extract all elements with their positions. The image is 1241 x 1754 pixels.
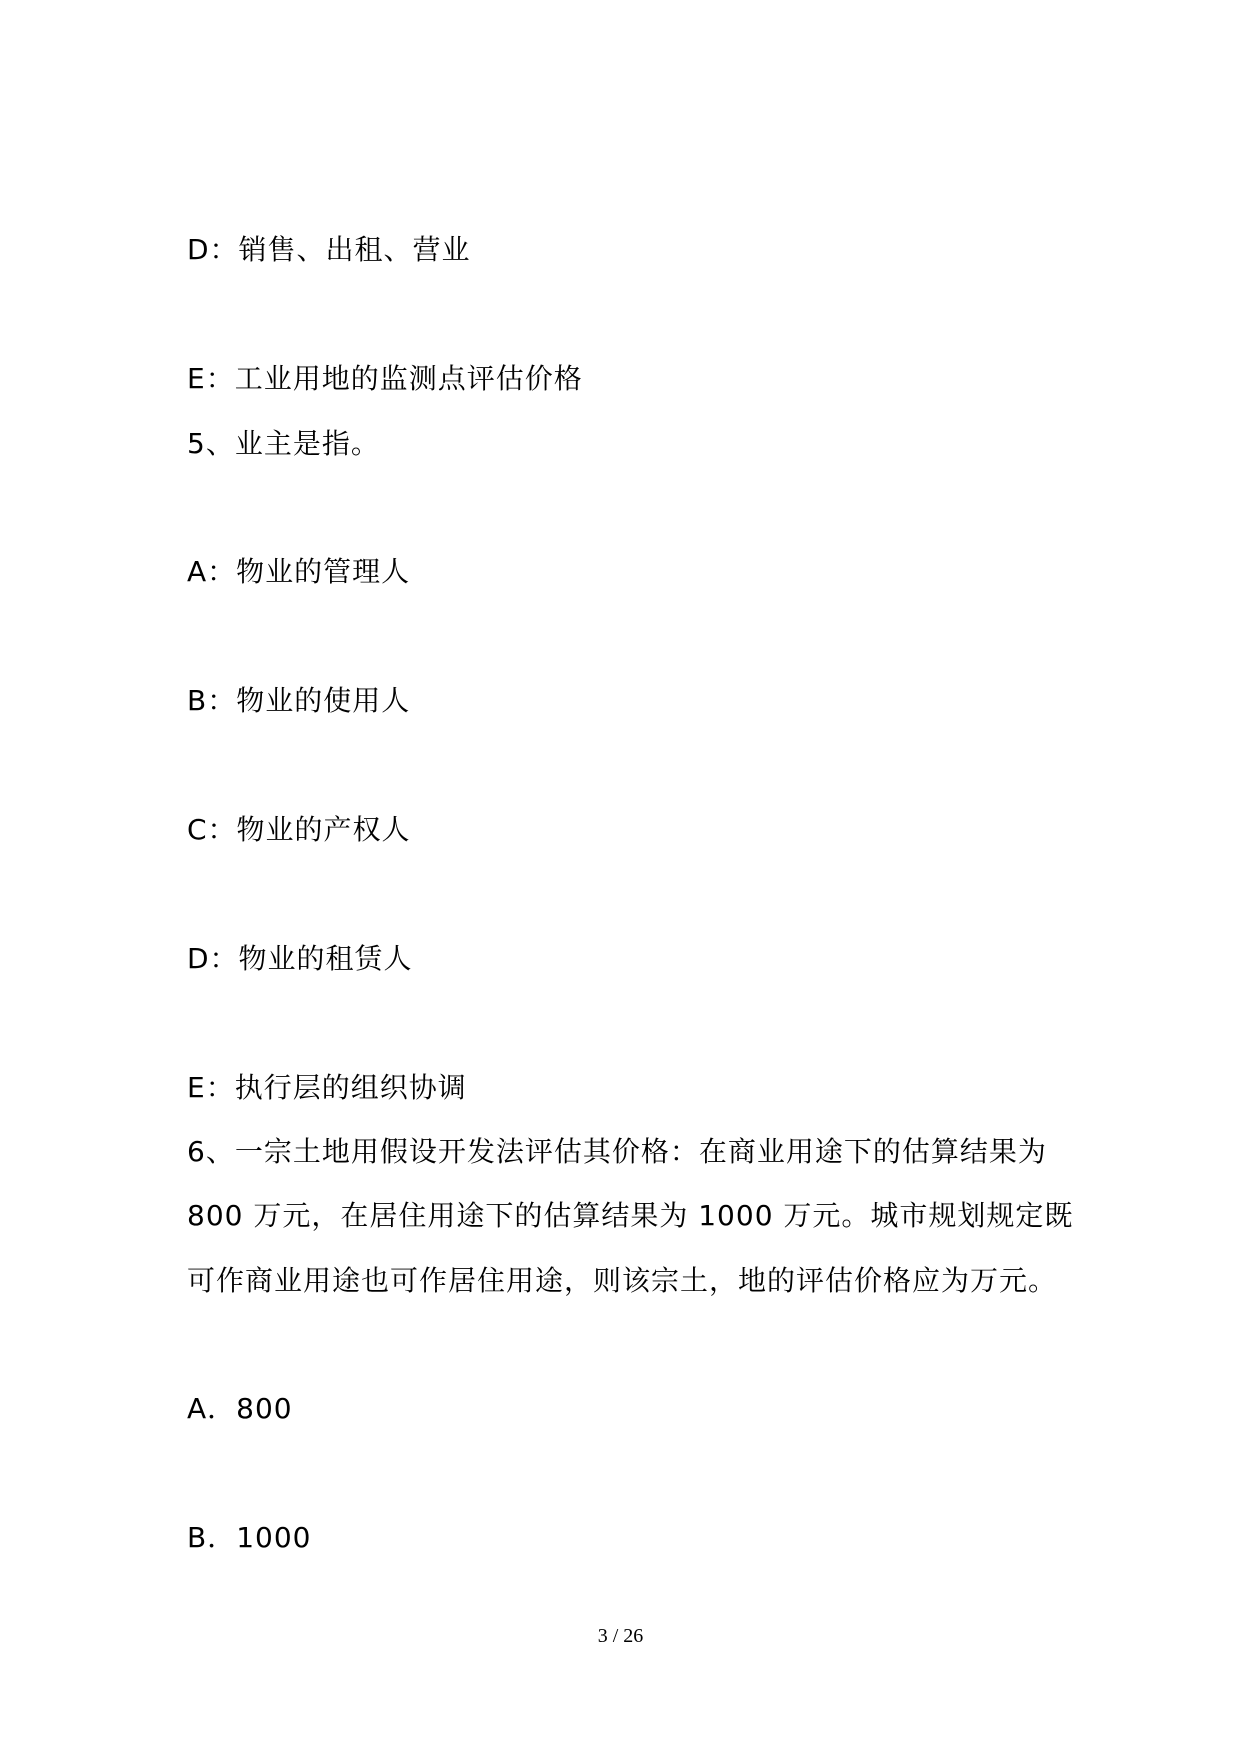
page-number: 3 / 26 <box>597 1625 644 1647</box>
option-b-q6: B．1000 <box>187 1521 312 1554</box>
option-d-q4: D：销售、出租、营业 <box>187 233 471 266</box>
option-e-q5: E：执行层的组织协调 <box>187 1071 467 1104</box>
option-e-q4: E：工业用地的监测点评估价格 <box>187 362 583 395</box>
question-6-line-3: 可作商业用途也可作居住用途，则该宗土，地的评估价格应为万元。 <box>187 1264 1058 1297</box>
option-d-q5: D：物业的租赁人 <box>187 942 413 975</box>
question-5: 5、业主是指。 <box>187 427 380 460</box>
question-6-line-1: 6、一宗土地用假设开发法评估其价格：在商业用途下的估算结果为 <box>187 1135 1047 1168</box>
option-a-q6: A．800 <box>187 1392 293 1425</box>
option-c-q5: C：物业的产权人 <box>187 813 411 846</box>
option-b-q5: B：物业的使用人 <box>187 684 411 717</box>
option-a-q5: A：物业的管理人 <box>187 555 411 588</box>
question-6-line-2: 800 万元，在居住用途下的估算结果为 1000 万元。城市规划规定既 <box>187 1199 1074 1232</box>
